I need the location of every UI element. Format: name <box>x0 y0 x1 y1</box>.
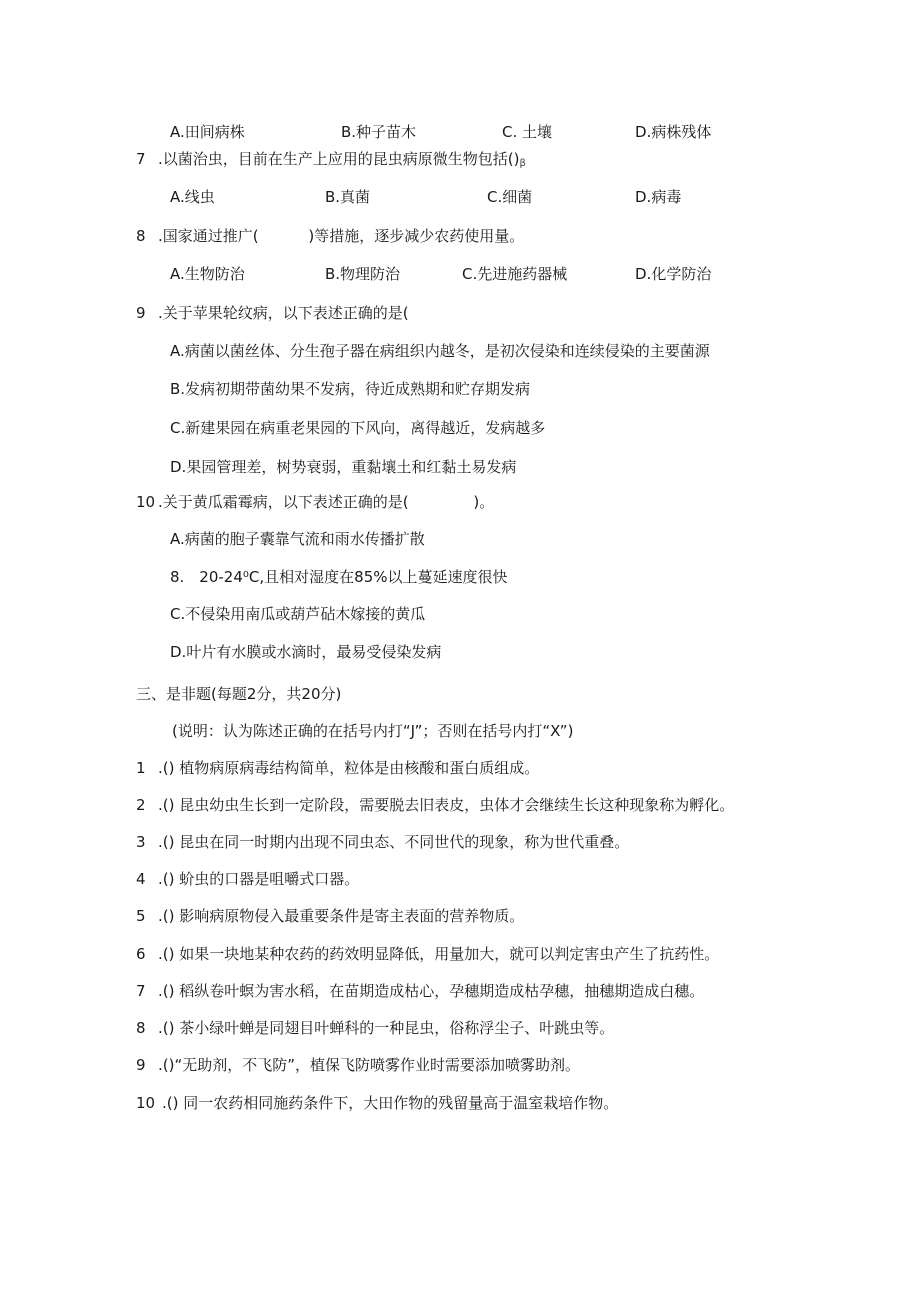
tf-1-text: .() 植物病原病毒结构简单，粒体是由核酸和蛋白质组成。 <box>158 759 540 777</box>
q8-option-b: B.物理防治 <box>325 265 401 283</box>
q9-option-a: A.病菌以菌丝体、分生孢子器在病组织内越冬，是初次侵染和连续侵染的主要菌源 <box>170 342 710 360</box>
tf-2-number: 2 <box>136 796 146 814</box>
q6-option-b: B.种子苗木 <box>341 123 417 141</box>
q10-option-a: A.病菌的胞子囊靠气流和雨水传播扩散 <box>170 530 425 548</box>
q8-stem: .国家通过推广( )等措施，逐步减少农药使用量。 <box>158 227 525 245</box>
q9-option-d: D.果园管理差，树势衰弱，重黏壤土和红黏土易发病 <box>170 458 517 476</box>
tf-10-number: 10 <box>136 1094 156 1112</box>
q8-option-c: C.先进施药器械 <box>462 265 568 283</box>
tf-2-text: .() 昆虫幼虫生长到一定阶段，需要脱去旧表皮，虫体才会继续生长这种现象称为孵化。 <box>158 796 735 814</box>
q6-option-d: D.病株残体 <box>635 123 712 141</box>
tf-9-text: .()“无助剂，不飞防”，植保飞防喷雾作业时需要添加喷雾助剂。 <box>158 1056 581 1074</box>
tf-5-text: .() 影响病原物侵入最重要条件是寄主表面的营养物质。 <box>158 907 525 925</box>
tf-4-number: 4 <box>136 870 146 888</box>
q10-option-d: D.叶片有水膜或水滴时，最易受侵染发病 <box>170 643 442 661</box>
tf-7-text: .() 稻纵卷叶螟为害水稻，在苗期造成枯心，孕穗期造成枯孕穗，抽穗期造成白穗。 <box>158 982 705 1000</box>
q6-option-a: A.田间病株 <box>170 123 245 141</box>
q8-number: 8 <box>136 227 146 245</box>
tf-9-number: 9 <box>136 1056 146 1074</box>
q7-option-d: D.病毒 <box>635 188 682 206</box>
tf-10-text: .() 同一农药相同施药条件下，大田作物的残留量高于温室栽培作物。 <box>162 1094 619 1112</box>
q10-option-c: C.不侵染用南瓜或葫芦砧木嫁接的黄瓜 <box>170 605 426 623</box>
q7-text: .以菌治虫，目前在生产上应用的昆虫病原微生物包括() <box>158 150 520 168</box>
q7-number: 7 <box>136 150 146 168</box>
q9-number: 9 <box>136 304 146 322</box>
q10-number: 10 <box>136 493 156 511</box>
tf-8-text: .() 茶小绿叶蝉是同翅目叶蝉科的一种昆虫，俗称浮尘子、叶跳虫等。 <box>158 1019 615 1037</box>
tf-1-number: 1 <box>136 759 146 777</box>
q7-suffix: β <box>519 158 526 169</box>
q8-option-d: D.化学防治 <box>635 265 712 283</box>
section-note: (说明：认为陈述正确的在括号内打“J”；否则在括号内打“X”) <box>172 722 574 740</box>
q8-option-a: A.生物防治 <box>170 265 245 283</box>
q9-option-b: B.发病初期带菌幼果不发病，待近成熟期和贮存期发病 <box>170 380 531 398</box>
q10-option-b: 8. 20-24⁰C,且相对湿度在85%以上蔓延速度很快 <box>170 568 508 586</box>
q7-option-b: B.真菌 <box>325 188 371 206</box>
q9-option-c: C.新建果园在病重老果园的下风向，离得越近，发病越多 <box>170 419 546 437</box>
tf-5-number: 5 <box>136 907 146 925</box>
tf-3-number: 3 <box>136 833 146 851</box>
tf-7-number: 7 <box>136 982 146 1000</box>
section-title: 三、是非题(每题2分，共20分) <box>136 685 342 703</box>
q10-stem: .关于黄瓜霜霉病，以下表述正确的是( )。 <box>158 493 495 511</box>
q7-stem <box>158 149 526 174</box>
tf-6-number: 6 <box>136 945 146 963</box>
q9-stem: .关于苹果轮纹病，以下表述正确的是( <box>158 304 409 322</box>
tf-3-text: .() 昆虫在同一时期内出现不同虫态、不同世代的现象，称为世代重叠。 <box>158 833 630 851</box>
q7-option-c: C.细菌 <box>487 188 533 206</box>
q7-option-a: A.线虫 <box>170 188 215 206</box>
tf-6-text: .() 如果一块地某种农药的药效明显降低，用量加大，就可以判定害虫产生了抗药性。 <box>158 945 720 963</box>
tf-4-text: .() 蚧虫的口器是咀嚼式口器。 <box>158 870 360 888</box>
tf-8-number: 8 <box>136 1019 146 1037</box>
q6-option-c: C. 土壤 <box>502 123 553 141</box>
